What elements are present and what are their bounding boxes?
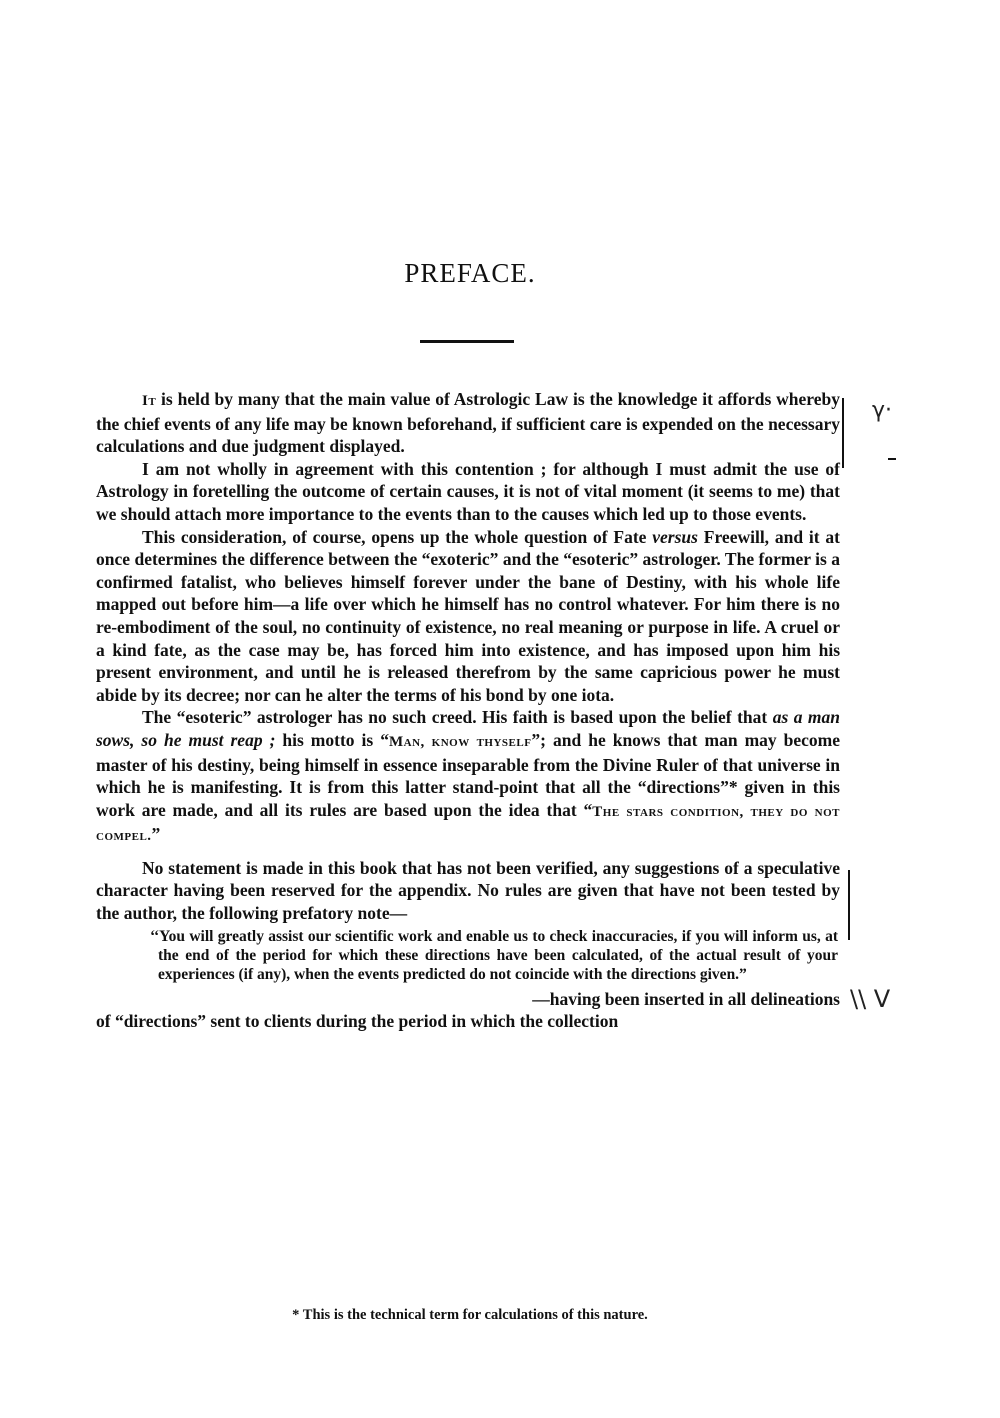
drop-lead: It (142, 393, 157, 409)
margin-dash (888, 458, 896, 460)
paragraph-3-text-b: Freewill, and it at once determines the difference between the “exoteric” and the “esoteric” astrologer. The former is a confirmed fatalist, who believes himself forever under the bane of Destiny, with his whole life mapped out before him—a life over which he himself has no control whatever. For him there is no re-embodiment of the soul, no continuity of existence, no real meaning or purpose in life. A cruel or a kind fate, as the case may be, has forced him into existence, and has imposed upon him his present environment, and until he is released therefrom by the same capricious power he must abide by its decree; nor can he alter the terms of his bond by one iota. (96, 526, 840, 705)
paragraph-4 (96, 706, 840, 848)
paragraph-5: No statement is made in this book that has not been verified, any suggestions of a speculative character having been reserved for the appendix. No rules are given that have not been tested by the author, the following prefatory note— (96, 857, 840, 924)
paragraph-4-text-d: ” (151, 824, 161, 845)
versus-italic: versus (652, 526, 698, 547)
paragraph-4-text-a: The “esoteric” astrologer has no such creed. His faith is based upon the belief that (142, 707, 773, 728)
margin-scribble-bottom: \\ V (850, 985, 891, 1013)
title-rule (420, 340, 514, 343)
paragraph-3-text-a: This consideration, of course, opens up the whole question of Fate (142, 526, 653, 547)
margin-scribble-top: γ· (872, 398, 893, 423)
margin-bracket-top (842, 398, 844, 468)
prefatory-quote: ‘‘You will greatly assist our scientific work and enable us to check inaccuracies, if you will inform us, at the end of the period for which these directions have been calculated, of the actual result of your experiences (if any), when the events predicted do not coincide with the directions given.” (150, 927, 838, 983)
page-title: PREFACE. (404, 258, 536, 288)
margin-bracket-middle (848, 870, 850, 940)
paragraph-4-text-b: his motto is “ (275, 729, 389, 750)
motto-smallcaps: Man, know thyself (388, 733, 532, 750)
footnote: * This is the technical term for calculations of this nature. (292, 1307, 648, 1323)
continuation-line-2: of “directions” sent to clients during the period in which the collection (96, 1011, 619, 1032)
paragraph-1-text: is held by many that the main value of Astrologic Law is the knowledge it affords whereby the chief events of any life may be known beforehand, if sufficient care is expended on the necessary calculations and due judgment displayed. (96, 389, 840, 457)
preface-body (96, 388, 840, 1033)
paragraph-3 (96, 526, 840, 707)
continuation-line-1: —having been inserted in all delineations (532, 988, 840, 1009)
paragraph-4-text-c: ”; and he knows that man may become master of his destiny, being himself in essence inseparable from the Divine Ruler of that universe in which he is manifesting. It is from this latter stand-point that all the “directions”* given in this work are made, and all its rules are based upon the idea that “ (96, 729, 841, 820)
stars-smallcaps: The stars condition, they do not compel. (96, 803, 840, 845)
paragraph-2: I am not wholly in agreement with this contention ; for although I must admit the use of Astrology in foretelling the outcome of certain causes, it is not of vital moment (it seems to me) that we should attach more importance to the events than to the causes which led up to those events. (96, 458, 840, 524)
proverb-italic: as a man sows, so he must reap ; (96, 707, 841, 750)
paragraph-1 (96, 388, 840, 458)
